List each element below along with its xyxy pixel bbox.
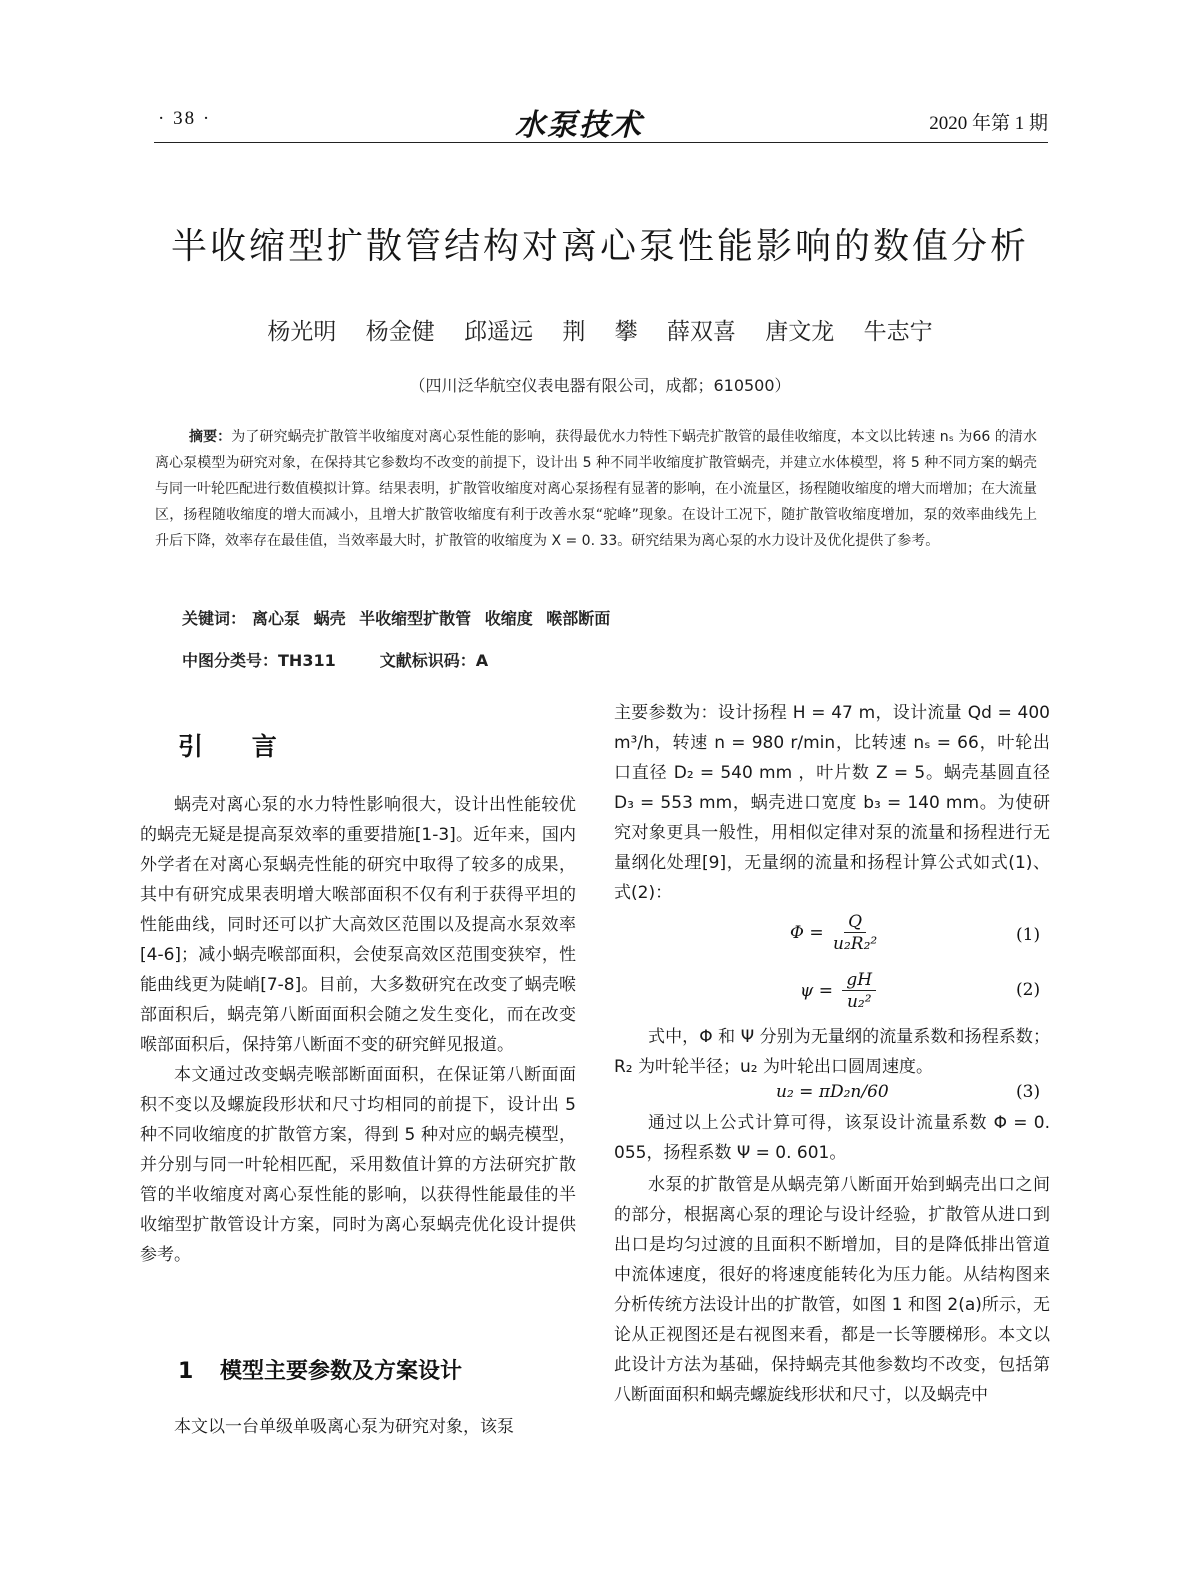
right-column-text-2 — [614, 1022, 1050, 1082]
intro-body — [140, 790, 576, 1270]
coefficient-result-paragraph: 通过以上公式计算可得，该泵设计流量系数 Φ = 0. 055，扬程系数 Ψ = 0. 601。 — [614, 1113, 1050, 1163]
clc-value: TH311 — [278, 651, 336, 670]
eq1-fraction — [833, 912, 877, 955]
page-number: · 38 · — [158, 108, 212, 129]
keywords — [182, 606, 610, 629]
abstract — [155, 424, 1037, 554]
eq1-denominator: u₂R₂² — [833, 934, 878, 954]
eq1-lhs: Φ = — [790, 923, 824, 943]
header-rule — [154, 142, 1048, 143]
intro-paragraph-2: 本文通过改变蜗壳喉部断面面积，在保证第八断面面积不变以及螺旋段形状和尺寸均相同的前提下，设计出 5 种不同收缩度的扩散管方案，得到 5 种对应的蜗壳模型，并分别与同一叶轮相匹配，采用数值计算的方法研究扩散管的半收缩度对离心泵性能的影响，以获得性能最佳的半收缩型扩散管设计方案，同时为离心泵蜗壳优化设计提供参考。 — [140, 1065, 576, 1265]
section-1-heading — [178, 1354, 462, 1385]
equation-1-number: (1) — [1016, 925, 1041, 945]
equation-2 — [800, 970, 876, 1013]
paper-title: 半收缩型扩散管结构对离心泵性能影响的数值分析 — [170, 226, 1029, 267]
affiliation: （四川泛华航空仪表电器有限公司，成都；610500） — [409, 376, 791, 395]
eq2-lhs: ψ = — [800, 981, 833, 1001]
diffuser-description-paragraph: 水泵的扩散管是从蜗壳第八断面开始到蜗壳出口之间的部分，根据离心泵的理论与设计经验，扩散管从进口到出口是均匀过渡的且面积不断增加，目的是降低排出管道中流体速度，很好的将速度能转化为压力能。从结构图来分析传统方法设计出的扩散管，如图 1 和图 2(a)所示，无论从正视图还是右视图来看，都是一长等腰梯形。本文以此设计方法为基础，保持蜗壳其他参数均不改变，包括第八断面面积和蜗壳螺旋线形状和尺寸，以及蜗壳中 — [614, 1175, 1050, 1405]
right-column-text-3 — [614, 1108, 1050, 1168]
abstract-label: 摘要： — [189, 429, 232, 445]
equation-3: u₂ = πD₂n/60 — [776, 1082, 889, 1102]
journal-name: 水泵技术 — [515, 108, 643, 143]
section-1-title: 模型主要参数及方案设计 — [220, 1359, 463, 1384]
section-1-number: 1 — [178, 1359, 194, 1384]
clc-label: 中图分类号： — [182, 651, 279, 670]
author-list: 杨光明 杨金健 邱遥远 荆 攀 薛双喜 唐文龙 牛志宁 — [267, 319, 933, 345]
eq1-numerator: Q — [844, 912, 866, 933]
classification — [182, 648, 488, 671]
equation-3-number: (3) — [1016, 1082, 1041, 1102]
intro-heading: 引 言 — [178, 732, 297, 761]
issue-label: 2020 年第 1 期 — [929, 113, 1048, 134]
right-column-text-4 — [614, 1170, 1050, 1410]
eq2-numerator: gH — [842, 970, 876, 991]
intro-paragraph-1: 蜗壳对离心泵的水力特性影响很大，设计出性能较优的蜗壳无疑是提高泵效率的重要措施[1-3]。近年来，国内外学者在对离心泵蜗壳性能的研究中取得了较多的成果，其中有研究成果表明增大喉部面积不仅有利于获得平坦的性能曲线，同时还可以扩大高效区范围以及提高水泵效率[4-6]；减小蜗壳喉部面积，会使泵高效区范围变狭窄，性能曲线更为陡峭[7-8]。目前，大多数研究在改变了蜗壳喉部面积后，蜗壳第八断面面积会随之发生变化，而在改变喉部面积后，保持第八断面不变的研究鲜见报道。 — [140, 795, 576, 1055]
doc-code-value: A — [475, 651, 489, 670]
right-column-text-1 — [614, 698, 1050, 908]
eq2-fraction — [842, 970, 876, 1013]
equation-1 — [790, 912, 877, 955]
section-1-body — [140, 1412, 576, 1442]
abstract-text: 为了研究蜗壳扩散管半收缩度对离心泵性能的影响，获得最优水力特性下蜗壳扩散管的最佳收缩度，本文以比转速 nₛ 为66 的清水离心泵模型为研究对象，在保持其它参数均不改变的前提下，设计出 5 种不同半收缩度扩散管蜗壳，并建立水体模型，将 5 种不同方案的蜗壳与同一叶轮匹配进行数值模拟计算。结果表明，扩散管收缩度对离心泵扬程有显著的影响，在小流量区，扬程随收缩度的增大而增加；在大流量区，扬程随收缩度的增大而减小，且增大扩散管收缩度有利于改善水泵“驼峰”现象。在设计工况下，随扩散管收缩度增加，泵的效率曲线先上升后下降，效率存在最佳值，当效率最大时，扩散管的收缩度为 X = 0. 33。研究结果为离心泵的水力设计及优化提供了参考。 — [155, 429, 1038, 549]
equation-2-number: (2) — [1016, 980, 1041, 1000]
keywords-value: 离心泵 蜗壳 半收缩型扩散管 收缩度 喉部断面 — [252, 609, 611, 628]
symbol-definition-paragraph: 式中，Φ 和 Ψ 分别为无量纲的流量系数和扬程系数；R₂ 为叶轮半径；u₂ 为叶轮出口圆周速度。 — [614, 1027, 1050, 1077]
keywords-label: 关键词： — [182, 609, 247, 628]
doc-code-label: 文献标识码： — [379, 651, 476, 670]
eq2-denominator: u₂² — [846, 992, 872, 1012]
parameters-paragraph: 主要参数为：设计扬程 H = 47 m，设计流量 Qd = 400 m³/h，转速 n = 980 r/min，比转速 nₛ = 66，叶轮出口直径 D₂ = 540 mm ，叶片数 Z = 5。蜗壳基圆直径 D₃ = 553 mm，蜗壳进口宽度 b₃ = 140 mm。为使研究对象更具一般性，用相似定律对泵的流量和扬程进行无量纲化处理[9]，无量纲的流量和扬程计算公式如式(1)、式(2)： — [614, 703, 1050, 903]
section-1-paragraph-1: 本文以一台单级单吸离心泵为研究对象，该泵 — [174, 1417, 514, 1437]
